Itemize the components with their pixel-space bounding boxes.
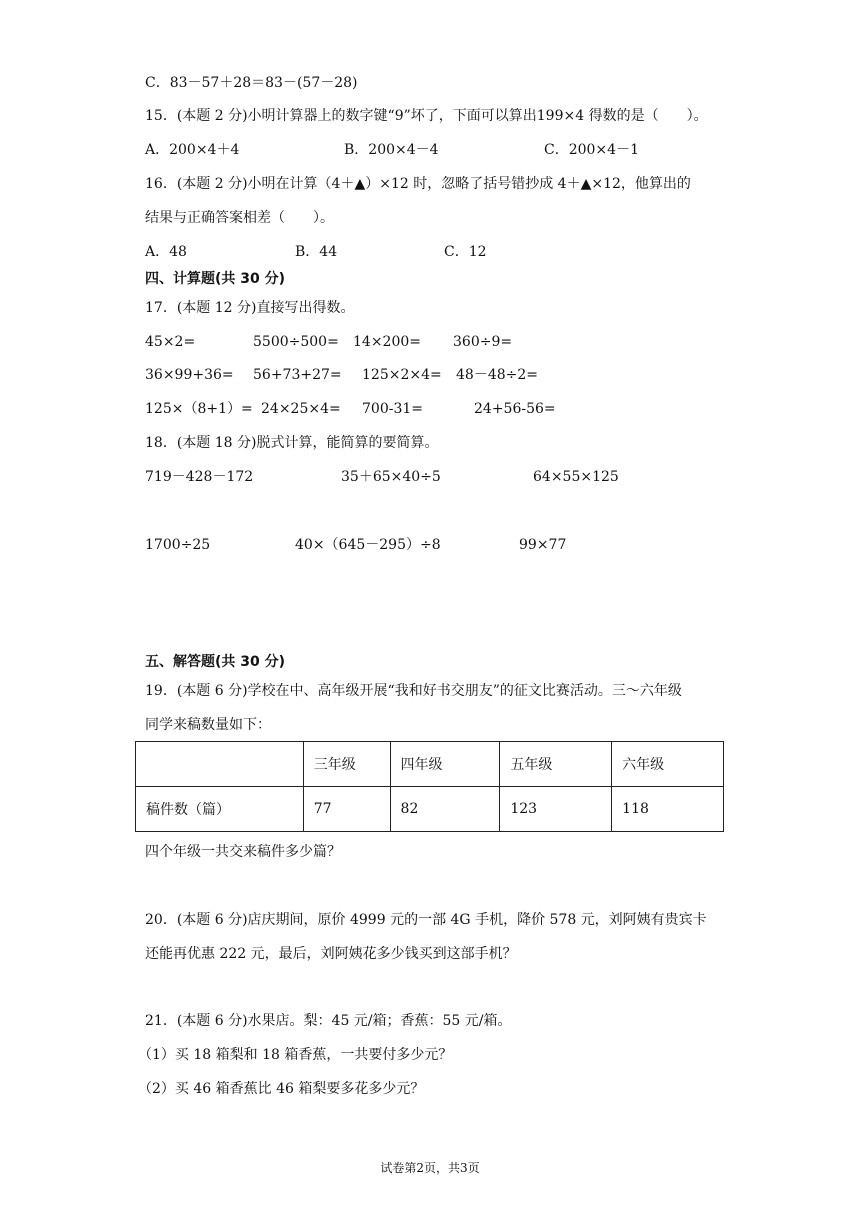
section5-title: 五、解答题(共 30 分) xyxy=(145,654,286,670)
q17-item: 36×99+36= xyxy=(145,367,234,383)
table-header-cell: 五年级 xyxy=(500,742,612,787)
table-cell: 77 xyxy=(303,787,390,832)
q14-option-c: C．83－57＋28＝83－(57－28) xyxy=(145,75,358,91)
q21-sub-question-1: （1）买 18 箱梨和 18 箱香蕉，一共要付多少元？ xyxy=(138,1047,453,1063)
q19-stem-line1: 19．(本题 6 分)学校在中、高年级开展“我和好书交朋友”的征文比赛活动。三～六年级 xyxy=(145,683,682,699)
q17-item: 48－48÷2= xyxy=(456,367,538,383)
q16-option-a: A．48 xyxy=(145,244,187,260)
q17-item: 24×25×4= xyxy=(261,401,341,417)
q17-item: 14×200= xyxy=(353,334,421,350)
q20-stem-line1: 20．(本题 6 分)店庆期间，原价 4999 元的一部 4G 手机，降价 578 元，刘阿姨有贵宾卡 xyxy=(145,912,707,928)
q17-item: 360÷9= xyxy=(453,334,513,350)
q19-submissions-table xyxy=(135,741,724,832)
q17-item: 125×2×4= xyxy=(362,367,442,383)
q16-option-b: B．44 xyxy=(295,244,338,260)
q17-item: 700-31= xyxy=(362,401,423,417)
q15-option-b: B．200×4－4 xyxy=(344,142,439,158)
q17-item: 5500÷500= xyxy=(253,334,339,350)
table-header-row xyxy=(136,742,724,787)
q16-option-c: C．12 xyxy=(444,244,487,260)
q15-stem: 15．(本题 2 分)小明计算器上的数字键“9”坏了，下面可以算出199×4 得数的是（ ）。 xyxy=(145,108,708,124)
q15-option-c: C．200×4－1 xyxy=(544,142,639,158)
q15-option-a: A．200×4＋4 xyxy=(145,142,240,158)
table-row xyxy=(136,787,724,832)
q17-stem: 17．(本题 12 分)直接写出得数。 xyxy=(145,300,355,316)
q17-item: 24+56-56= xyxy=(474,401,556,417)
section4-title: 四、计算题(共 30 分) xyxy=(145,271,286,287)
page-footer: 试卷第2页，共3页 xyxy=(380,1161,480,1175)
q21-stem: 21．(本题 6 分)水果店。梨：45 元/箱；香蕉：55 元/箱。 xyxy=(145,1013,512,1029)
q18-item: 99×77 xyxy=(519,537,567,553)
table-header-cell: 六年级 xyxy=(612,742,724,787)
q17-item: 45×2= xyxy=(145,334,196,350)
table-cell: 稿件数（篇） xyxy=(136,787,304,832)
table-header-cell xyxy=(136,742,304,787)
q20-stem-line2: 还能再优惠 222 元，最后，刘阿姨花多少钱买到这部手机？ xyxy=(145,946,517,962)
q18-item: 719－428－172 xyxy=(145,469,254,485)
q18-item: 35＋65×40÷5 xyxy=(341,469,441,485)
q21-sub-question-2: （2）买 46 箱香蕉比 46 箱梨要多花多少元？ xyxy=(138,1081,425,1097)
table-cell: 118 xyxy=(612,787,724,832)
q16-stem-line1: 16．(本题 2 分)小明在计算（4＋▲）×12 时，忽略了括号错抄成 4＋▲×12，他算出的 xyxy=(145,176,691,192)
table-cell: 82 xyxy=(390,787,500,832)
q19-question: 四个年级一共交来稿件多少篇？ xyxy=(145,844,341,860)
q19-stem-line2: 同学来稿数量如下： xyxy=(145,717,271,733)
table-cell: 123 xyxy=(500,787,612,832)
q18-item: 1700÷25 xyxy=(145,537,211,553)
q18-item: 40×（645－295）÷8 xyxy=(295,537,441,553)
q16-stem-line2: 结果与正确答案相差（ ）。 xyxy=(145,210,334,226)
table-header-cell: 三年级 xyxy=(303,742,390,787)
q18-stem: 18．(本题 18 分)脱式计算，能简算的要简算。 xyxy=(145,435,439,451)
q17-item: 56+73+27= xyxy=(253,367,342,383)
q18-item: 64×55×125 xyxy=(533,469,619,485)
q17-item: 125×（8+1）= xyxy=(145,401,253,417)
table-header-cell: 四年级 xyxy=(390,742,500,787)
